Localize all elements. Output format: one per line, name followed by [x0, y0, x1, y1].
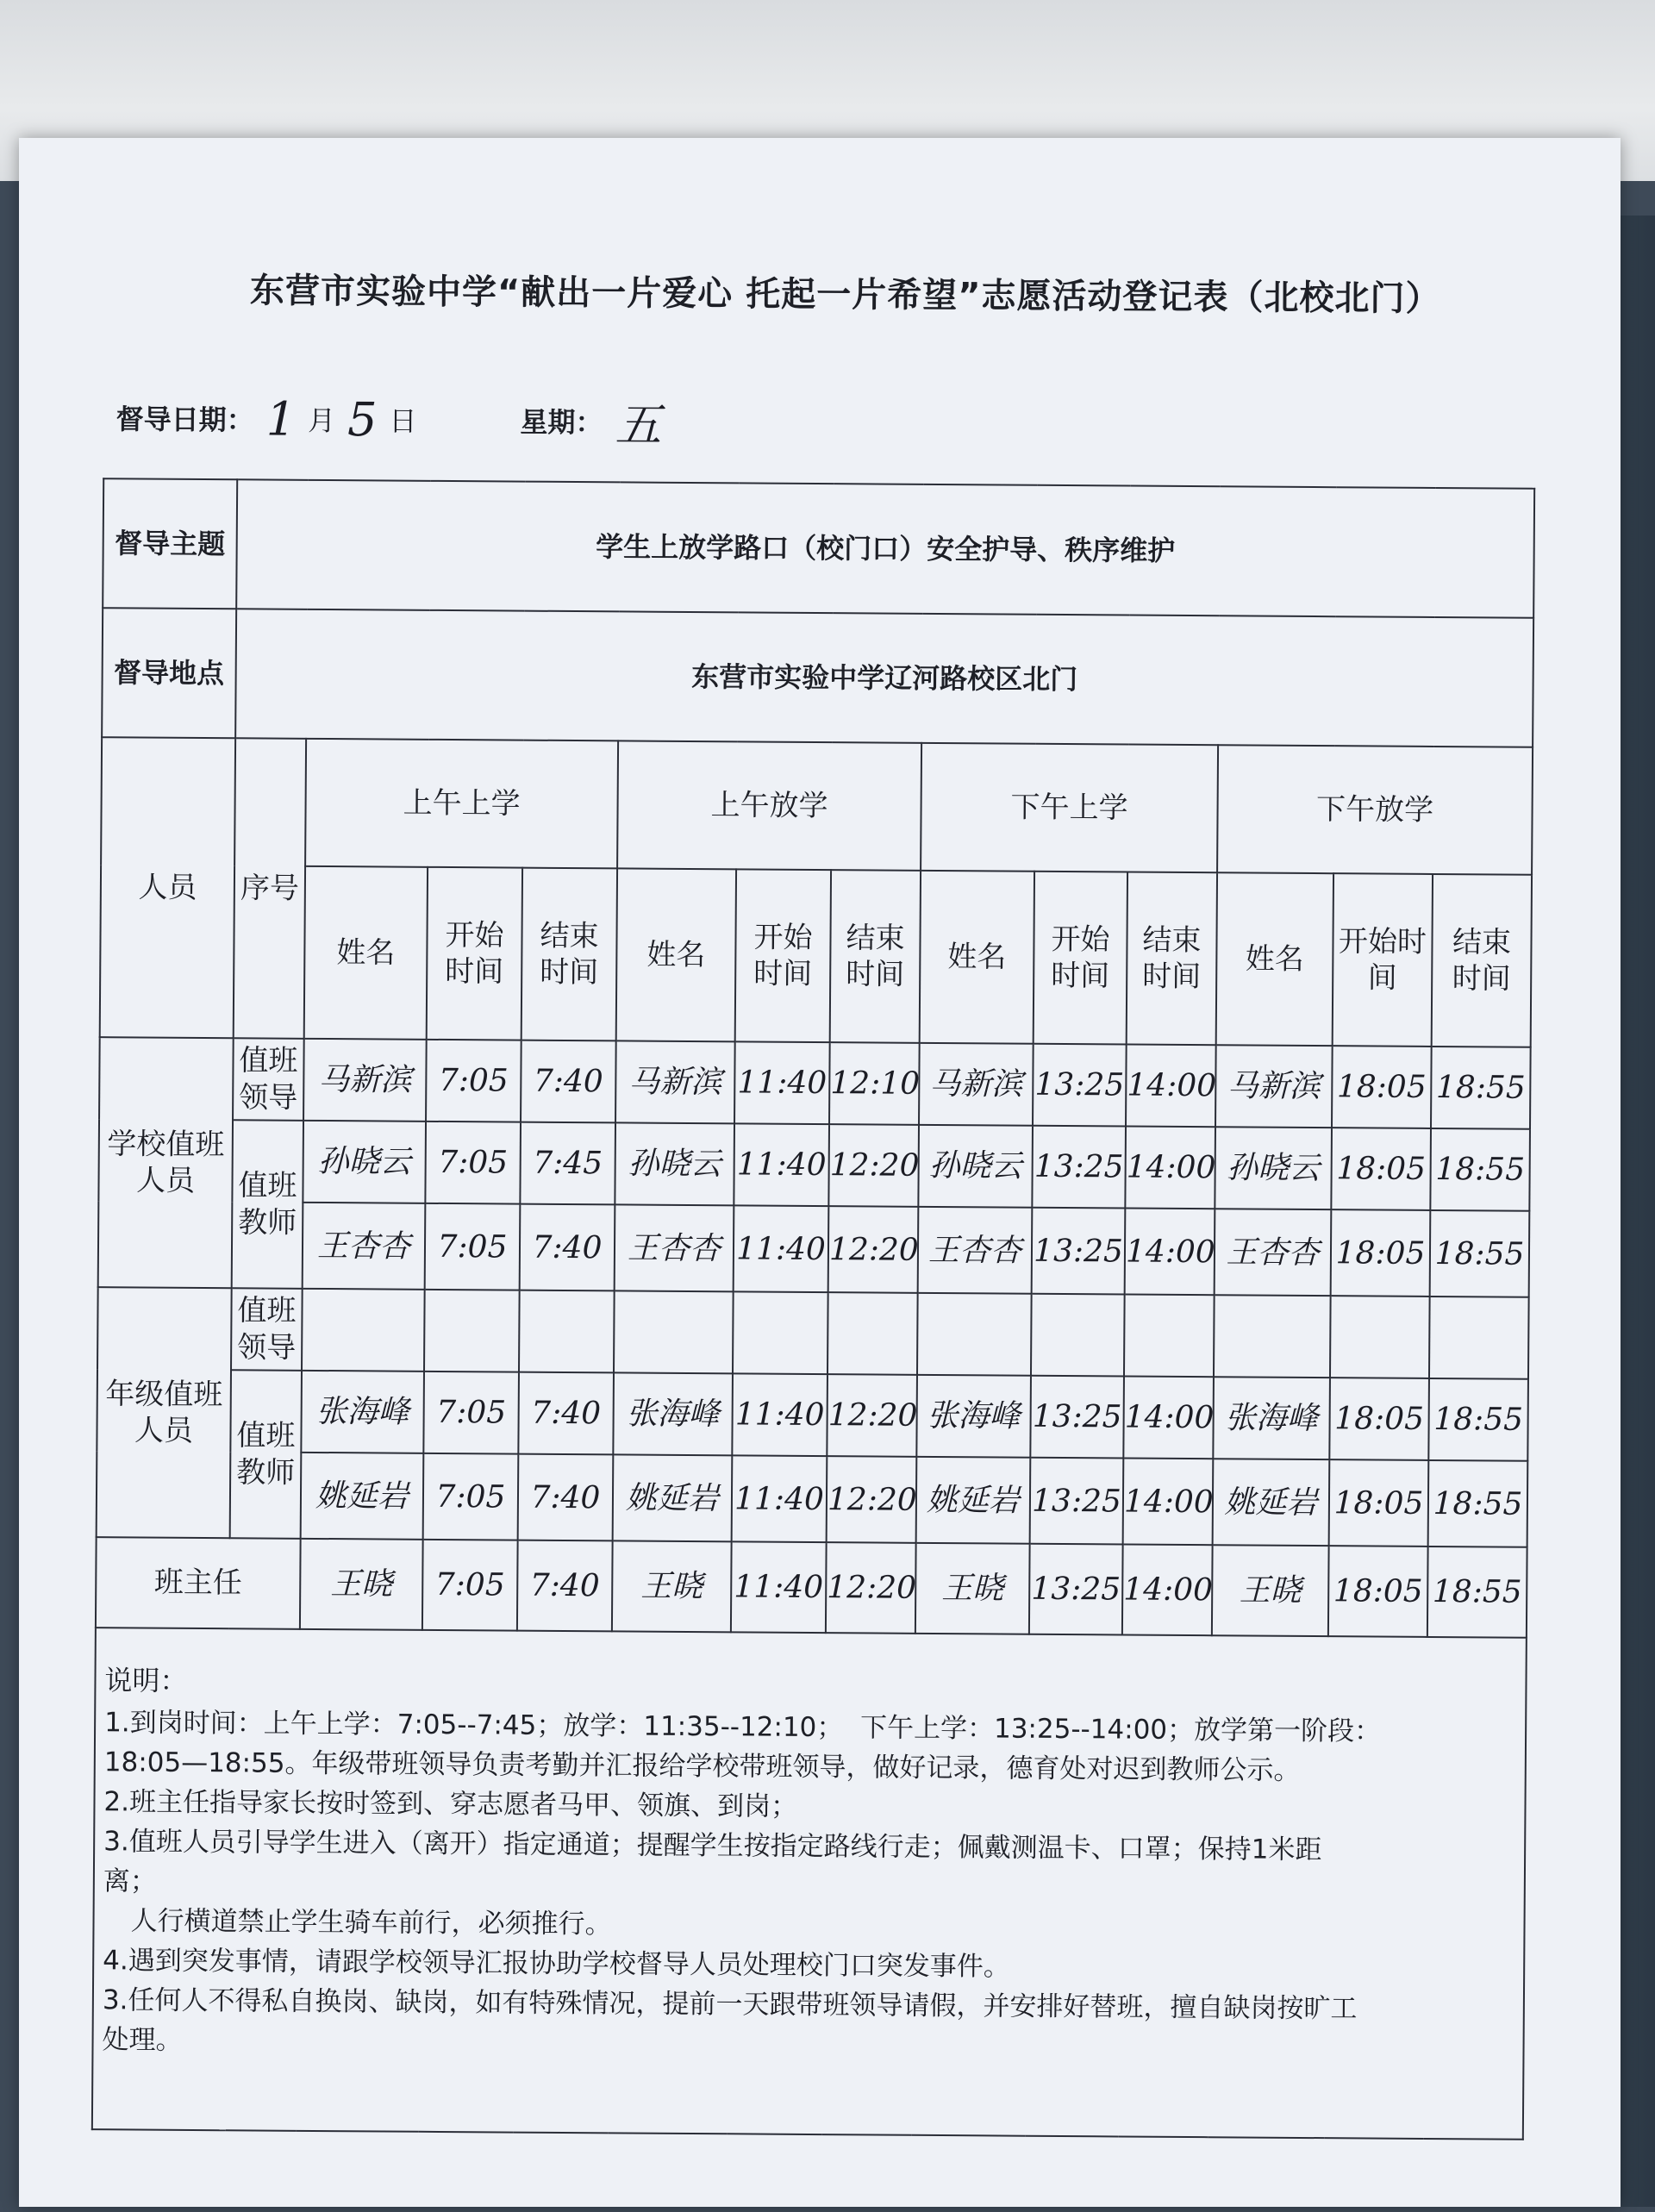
signature-cell: 王晓 [1212, 1545, 1329, 1636]
homeroom-label: 班主任 [96, 1537, 301, 1629]
start-time-header: 开始 时间 [427, 867, 522, 1040]
note-line: 18:05—18:55。年级带班领导负责考勤并汇报给学校带班领导，做好记录，德育处对迟到教师公示。 [103, 1746, 1301, 1786]
start-time-cell: 18:05 [1328, 1546, 1428, 1637]
name-header: 姓名 [920, 871, 1034, 1044]
end-time-cell: 14:00 [1123, 1376, 1214, 1459]
signature-cell: 张海峰 [1213, 1377, 1330, 1459]
start-time-cell [1031, 1294, 1125, 1377]
name-header: 姓名 [1216, 872, 1333, 1046]
start-time-header: 开始时 间 [1333, 873, 1433, 1047]
end-time-cell: 7:40 [520, 1204, 615, 1291]
end-time-cell: 14:00 [1125, 1209, 1215, 1296]
name-header: 姓名 [304, 866, 428, 1040]
start-time-cell [424, 1290, 520, 1372]
table-row [98, 1201, 1530, 1297]
signature-cell: 孙晓云 [303, 1121, 426, 1203]
note-line: 4.遇到突发事情，请跟学校领导汇报协助学校督导人员处理校门口突发事件。 [103, 1945, 1010, 1983]
start-time-cell: 18:05 [1332, 1046, 1432, 1128]
month-unit: 月 [307, 403, 336, 438]
signature-cell: 马新滨 [1215, 1045, 1333, 1128]
signature-cell: 孙晓云 [615, 1122, 734, 1205]
start-time-cell: 7:05 [425, 1122, 521, 1204]
signature-cell: 张海峰 [301, 1371, 424, 1453]
start-time-cell: 11:40 [732, 1373, 828, 1456]
theme-value: 学生上放学路口（校门口）安全护导、秩序维护 [236, 479, 1534, 618]
start-time-cell [733, 1291, 828, 1374]
table-row [97, 1287, 1529, 1379]
end-time-cell [1124, 1295, 1215, 1378]
personnel-header: 人员 [100, 737, 235, 1038]
end-time-cell: 14:00 [1123, 1458, 1214, 1545]
table-row [96, 1537, 1527, 1638]
end-time-cell: 12:20 [827, 1374, 917, 1457]
period-header-1: 上午放学 [617, 740, 921, 870]
start-time-cell: 7:05 [426, 1040, 521, 1122]
table-row [97, 1369, 1528, 1461]
signature-cell: 孙晓云 [918, 1125, 1033, 1208]
table-row [98, 1119, 1530, 1211]
signature-cell: 王晓 [612, 1540, 732, 1632]
note-line: 3.任何人不得私自换岗、缺岗，如有特殊情况，提前一天跟带班领导请假，并安排好替班，擅自缺岗按旷工 [102, 1984, 1358, 2025]
signature-cell: 姚延岩 [613, 1454, 733, 1541]
start-time-cell: 13:25 [1030, 1458, 1124, 1545]
start-time-cell: 18:05 [1331, 1128, 1431, 1210]
start-time-cell: 13:25 [1032, 1208, 1126, 1295]
end-time-cell: 18:55 [1431, 1047, 1531, 1129]
end-time-cell: 12:20 [826, 1542, 916, 1634]
start-time-cell: 11:40 [731, 1541, 827, 1633]
end-time-cell: 7:40 [518, 1372, 614, 1455]
notes-title: 说明： [104, 1664, 188, 1697]
signature-cell: 孙晓云 [1215, 1127, 1332, 1209]
role-label: 值班 教师 [232, 1120, 303, 1289]
paper-sheet [19, 138, 1621, 2207]
signature-cell: 王晓 [300, 1539, 423, 1630]
signature-cell: 姚延岩 [1213, 1459, 1330, 1546]
group-label: 学校值班 人员 [98, 1037, 234, 1288]
signature-cell [1214, 1295, 1331, 1378]
table-row [99, 1037, 1531, 1129]
note-line: 2.班主任指导家长按时签到、穿志愿者马甲、领旗、到岗； [103, 1786, 798, 1822]
start-time-cell: 11:40 [734, 1123, 829, 1206]
end-time-header: 结束 时间 [521, 868, 617, 1041]
note-line: 人行横道禁止学生骑车前行，必须推行。 [130, 1905, 612, 1940]
end-time-cell: 7:40 [518, 1454, 614, 1541]
start-time-cell: 7:05 [422, 1540, 518, 1631]
start-time-cell: 7:05 [425, 1203, 521, 1290]
end-time-header: 结束 时间 [1432, 874, 1532, 1047]
signature-cell: 王杏杏 [615, 1204, 734, 1291]
signature-cell: 马新滨 [303, 1039, 427, 1122]
end-time-cell: 18:55 [1430, 1210, 1530, 1297]
role-label: 值班 教师 [230, 1370, 302, 1539]
start-time-cell: 18:05 [1329, 1378, 1429, 1460]
group-label: 年级值班 人员 [97, 1287, 232, 1538]
note-line: 3.值班人员引导学生进入（离开）指定通道；提醒学生按指定路线行走；佩戴测温卡、口罩；保持1米距 [103, 1826, 1322, 1866]
start-time-cell: 18:05 [1331, 1209, 1431, 1297]
start-time-cell: 18:05 [1329, 1459, 1429, 1547]
end-time-cell: 18:55 [1427, 1547, 1527, 1638]
signature-cell: 马新滨 [919, 1043, 1034, 1126]
signature-cell: 马新滨 [615, 1040, 735, 1123]
notes-section [92, 1628, 1527, 2140]
name-header: 姓名 [616, 868, 736, 1041]
location-value: 东营市实验中学辽河路校区北门 [235, 609, 1533, 747]
role-label: 值班 领导 [233, 1038, 304, 1121]
seq-header: 序号 [234, 738, 306, 1039]
end-time-cell [828, 1292, 918, 1375]
table-row [97, 1451, 1528, 1547]
day-unit: 日 [389, 404, 417, 438]
signature-cell: 姚延岩 [301, 1453, 424, 1540]
start-time-cell: 13:25 [1033, 1044, 1127, 1127]
start-time-cell: 13:25 [1030, 1376, 1124, 1459]
location-label: 督导地点 [102, 608, 236, 738]
start-time-header: 开始 时间 [735, 869, 831, 1042]
period-header-2: 下午上学 [921, 743, 1218, 872]
start-time-cell: 11:40 [734, 1041, 830, 1124]
theme-label: 督导主题 [103, 478, 237, 609]
weekday-label: 星期： [520, 405, 603, 440]
note-line: 离； [103, 1865, 157, 1897]
weekday-handwritten: 五 [615, 397, 662, 453]
date-line [116, 391, 674, 453]
start-time-cell: 11:40 [732, 1455, 828, 1542]
day-handwritten: 5 [347, 391, 378, 447]
end-time-cell: 7:40 [521, 1040, 616, 1123]
note-line: 1.到岗时间：上午上学：7:05--7:45；放学：11:35--12:10； 下午上学：13:25--14:00；放学第一阶段： [104, 1707, 1382, 1747]
end-time-cell: 18:55 [1428, 1378, 1528, 1461]
end-time-cell: 14:00 [1126, 1045, 1216, 1128]
start-time-cell: 13:25 [1029, 1544, 1123, 1635]
end-time-cell: 7:45 [520, 1122, 615, 1205]
end-time-cell [1429, 1297, 1529, 1379]
start-time-cell: 11:40 [734, 1205, 829, 1292]
end-time-cell: 18:55 [1428, 1460, 1528, 1547]
end-time-cell: 12:10 [829, 1042, 920, 1125]
signature-cell: 姚延岩 [916, 1457, 1031, 1544]
note-line: 处理。 [102, 2024, 183, 2056]
end-time-cell [519, 1290, 615, 1373]
end-time-header: 结束 时间 [1127, 872, 1217, 1046]
start-time-cell: 7:05 [423, 1453, 519, 1540]
end-time-cell: 7:40 [517, 1540, 613, 1632]
end-time-cell: 14:00 [1125, 1127, 1215, 1209]
signature-cell: 张海峰 [916, 1375, 1031, 1458]
signature-cell: 王杏杏 [918, 1207, 1033, 1294]
signature-cell [614, 1290, 734, 1373]
end-time-cell: 12:20 [828, 1206, 919, 1293]
signature-cell [302, 1289, 425, 1372]
period-header-3: 下午放学 [1217, 745, 1533, 875]
date-label: 督导日期： [116, 403, 254, 437]
end-time-cell: 14:00 [1122, 1544, 1213, 1635]
start-time-header: 开始 时间 [1034, 872, 1127, 1045]
signature-cell: 王杏杏 [303, 1203, 426, 1290]
signature-cell: 王晓 [915, 1543, 1030, 1634]
signature-cell: 张海峰 [613, 1372, 733, 1455]
role-label: 值班 领导 [231, 1288, 303, 1371]
end-time-cell: 12:20 [827, 1456, 917, 1543]
end-time-cell: 12:20 [828, 1124, 919, 1207]
notes-row [92, 1628, 1527, 2140]
signature-cell: 王杏杏 [1215, 1209, 1332, 1296]
start-time-cell [1330, 1296, 1430, 1378]
start-time-cell: 13:25 [1032, 1126, 1126, 1209]
signature-cell [917, 1293, 1032, 1376]
form-title: 东营市实验中学“献出一片爱心 托起一片希望”志愿活动登记表（北校北门） [249, 271, 1441, 320]
period-header-0: 上午上学 [305, 739, 618, 869]
month-handwritten: 1 [265, 391, 297, 447]
end-time-cell: 18:55 [1430, 1128, 1530, 1211]
registration-table [91, 478, 1535, 2140]
end-time-header: 结束 时间 [830, 870, 921, 1043]
start-time-cell: 7:05 [423, 1372, 519, 1454]
